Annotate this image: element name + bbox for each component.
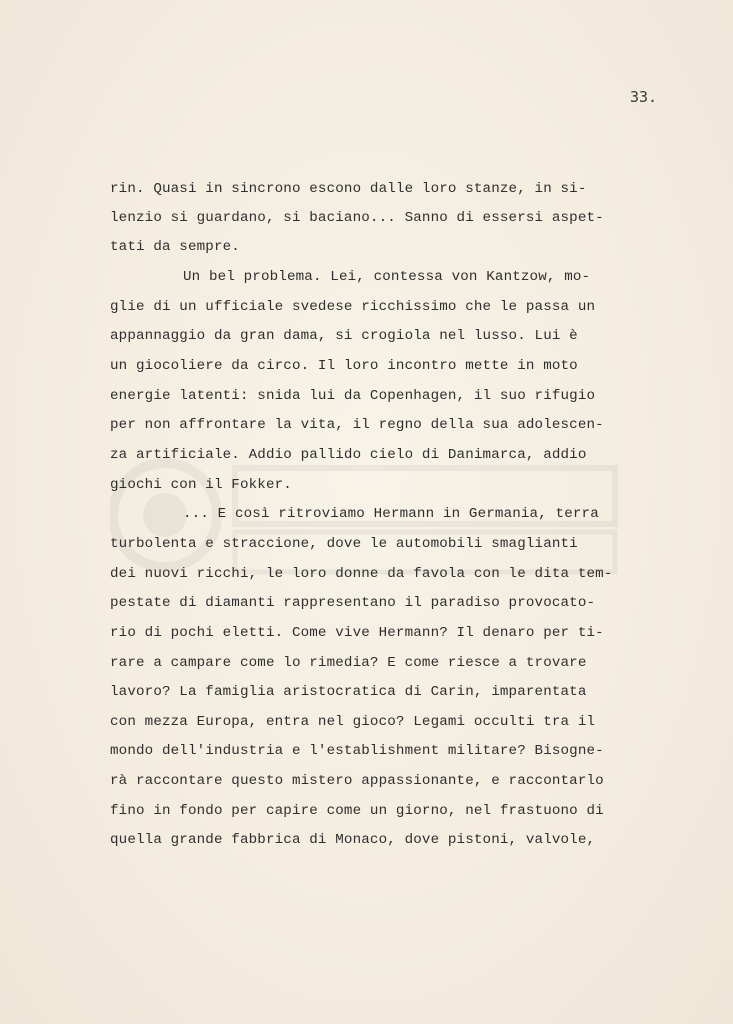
text-line: dei nuovi ricchi, le loro donne da favola con le dita tem- (110, 566, 613, 582)
text-line: za artificiale. Addio pallido cielo di Danimarca, addio (110, 447, 587, 463)
text-line: energie latenti: snida lui da Copenhagen, il suo rifugio (110, 388, 596, 404)
text-line: con mezza Europa, entra nel gioco? Legami occulti tra il (110, 714, 596, 730)
text-line: fino in fondo per capire come un giorno, nel frastuono di (110, 803, 604, 819)
text-line: pestate di diamanti rappresentano il paradiso provocato- (110, 595, 596, 611)
text-line: ... E così ritroviamo Hermann in Germania, terra (183, 506, 599, 522)
text-line: rare a campare come lo rimedia? E come riesce a trovare (110, 655, 587, 671)
text-line: rio di pochi eletti. Come vive Hermann? Il denaro per ti- (110, 625, 604, 641)
page-number: 33. (630, 88, 658, 106)
text-line: Un bel problema. Lei, contessa von Kantzow, mo- (183, 269, 591, 285)
text-line: appannaggio da gran dama, si crogiola nel lusso. Lui è (110, 328, 578, 344)
text-line: tati da sempre. (110, 239, 240, 255)
text-line: rin. Quasi in sincrono escono dalle loro stanze, in si- (110, 181, 587, 197)
text-line: lavoro? La famiglia aristocratica di Carin, imparentata (110, 684, 587, 700)
text-line: rà raccontare questo mistero appassionante, e raccontarlo (110, 773, 604, 789)
text-line: giochi con il Fokker. (110, 477, 292, 493)
text-line: turbolenta e straccione, dove le automobili smaglianti (110, 536, 578, 552)
text-line: lenzio si guardano, si baciano... Sanno di essersi aspet- (110, 210, 604, 226)
text-line: per non affrontare la vita, il regno della sua adolescen- (110, 417, 604, 433)
text-line: mondo dell'industria e l'establishment militare? Bisogne- (110, 743, 604, 759)
text-line: glie di un ufficiale svedese ricchissimo che le passa un (110, 299, 596, 315)
text-line: un giocoliere da circo. Il loro incontro mette in moto (110, 358, 578, 374)
text-line: quella grande fabbrica di Monaco, dove pistoni, valvole, (110, 832, 596, 848)
